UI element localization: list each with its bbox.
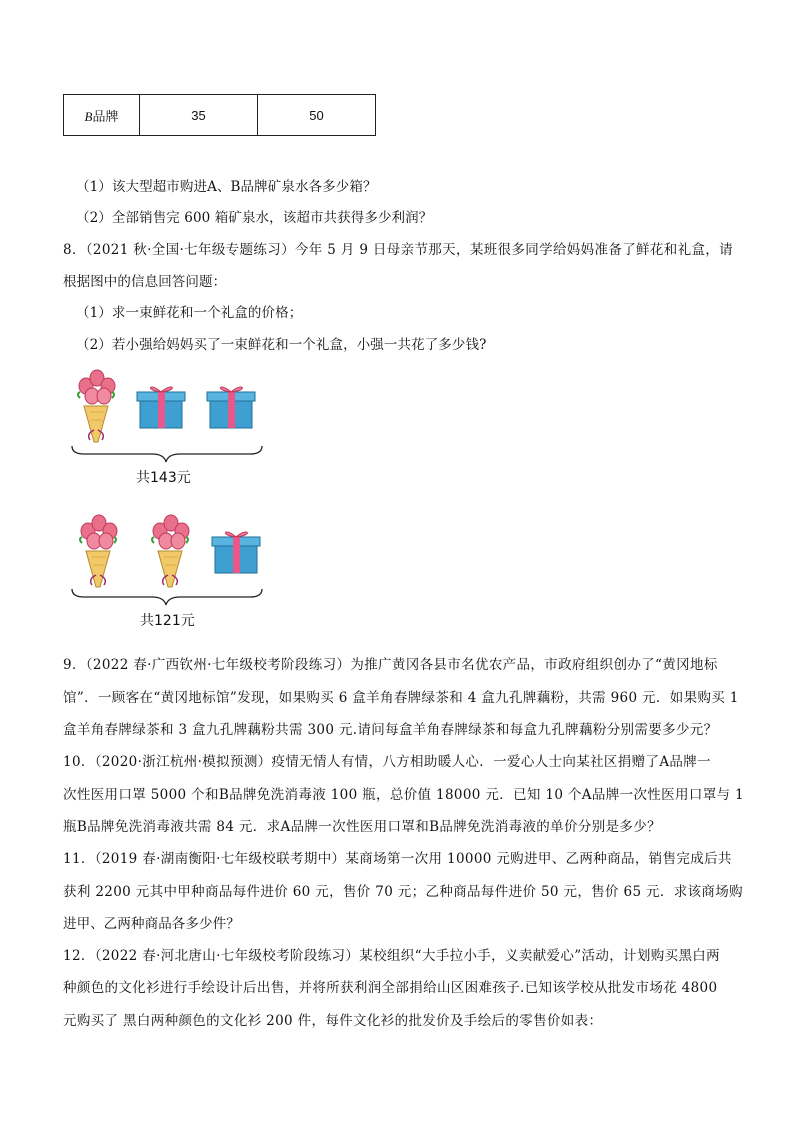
question-9-text: 9．（2022 春·广西钦州·七年级校考阶段练习）为推广黄冈各县市名优农产品，市政府组织创办了“黄冈地标 <box>63 657 718 673</box>
question-10-text: 10．（2020·浙江杭州·模拟预测）疫情无情人有情，八方相助暖人心．一爱心人士向某社区捐赠了A品牌一 <box>63 754 711 770</box>
question-7-part-1: （1）该大型超市购进A、B品牌矿泉水各多少箱？ <box>76 179 377 195</box>
brand-suffix: 品牌 <box>92 108 119 124</box>
table-cell: 50 <box>258 95 376 136</box>
question-9-text-cont: 馆”．一顾客在“黄冈地标馆”发现，如果购买 6 盒羊角春牌绿茶和 4 盒九孔牌藕粉，共需 960 元．如果购买 1 <box>63 690 739 706</box>
question-8-part-2: （2）若小强给妈妈买了一束鲜花和一个礼盒，小强一共花了多少钱? <box>76 337 487 353</box>
question-12-text-cont: 元购买了 黑白两种颜色的文化衫 200 件，每件文化衫的批发价及手绘后的零售价如表： <box>63 1013 603 1029</box>
question-10-text-cont: 瓶B品牌免洗消毒液共需 84 元．求A品牌一次性医用口罩和B品牌免洗消毒液的单价分别是多少？ <box>63 819 661 835</box>
table-row <box>64 95 376 136</box>
question-8-text: 8．（2021 秋·全国·七年级专题练习）今年 5 月 9 日母亲节那天，某班很多同学给妈妈准备了鲜花和礼盒，请 <box>63 242 734 258</box>
question-12-text-cont: 种颜色的文化衫进行手绘设计后出售，并将所获利润全部捐给山区困难孩子.已知该学校从批发市场花 4800 <box>63 980 718 996</box>
question-11-text-cont: 进甲、乙两种商品各多少件？ <box>63 916 240 932</box>
question-7-part-2: （2）全部销售完 600 箱矿泉水，该超市共获得多少利润？ <box>76 210 433 226</box>
question-8-part-1: （1）求一束鲜花和一个礼盒的价格； <box>76 305 303 321</box>
question-12-text: 12．（2022 春·河北唐山·七年级校考阶段练习）某校组织“大手拉小手，义卖献爱心”活动，计划购买黑白两 <box>63 948 721 964</box>
table-cell: 35 <box>140 95 258 136</box>
question-8-text-cont: 根据图中的信息回答问题： <box>63 274 227 290</box>
table-cell-brand <box>64 95 140 136</box>
question-10-text-cont: 次性医用口罩 5000 个和B品牌免洗消毒液 100 瓶，总价值 18000 元．已知 10 个A品牌一次性医用口罩与 1 <box>63 787 744 803</box>
question-9-text-cont: 盒羊角春牌绿茶和 3 盒九孔牌藕粉共需 300 元.请问每盒羊角春牌绿茶和每盒九孔牌藕粉分别需要多少元？ <box>63 722 718 738</box>
brand-letter: B <box>84 108 93 124</box>
figure-2-total: 共121元 <box>140 613 195 629</box>
question-11-text: 11．（2019 春·湖南衡阳·七年级校联考期中）某商场第一次用 10000 元购进甲、乙两种商品，销售完成后共 <box>63 851 732 867</box>
price-table <box>63 94 376 136</box>
figure-1-total: 共143元 <box>136 470 191 486</box>
question-11-text-cont: 获利 2200 元其中甲种商品每件进价 60 元，售价 70 元；乙种商品每件进价 50 元，售价 65 元．求该商场购 <box>63 884 743 900</box>
